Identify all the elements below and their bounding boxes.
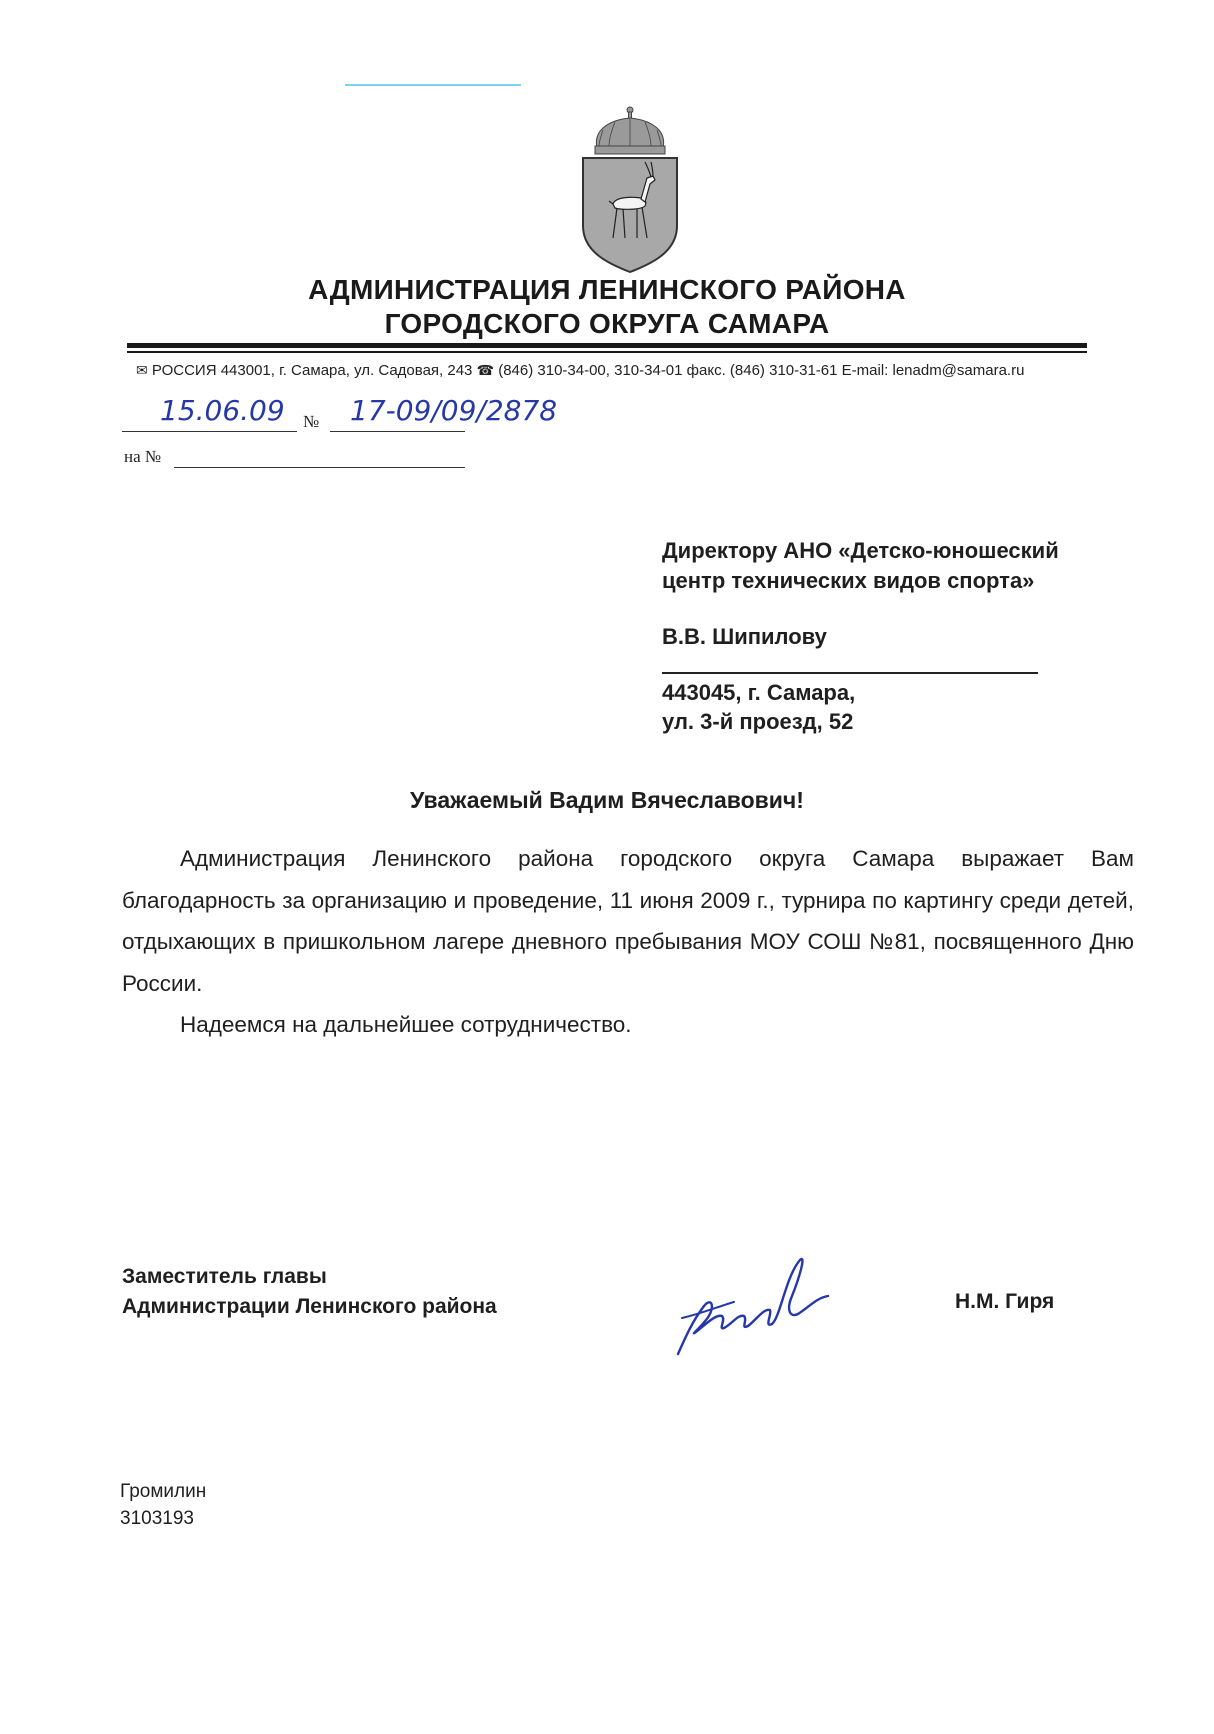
handwritten-signature (660, 1236, 860, 1376)
signatory-title (122, 1262, 497, 1322)
blue-marker-line (345, 84, 521, 86)
signatory-title-line2: Администрации Ленинского района (122, 1295, 497, 1318)
addressee-rule (662, 672, 1038, 674)
reply-label: на № (124, 447, 162, 466)
handwritten-date: 15.06.09 (160, 394, 285, 427)
handwritten-number: 17-09/09/2878 (350, 394, 558, 427)
reply-underline (174, 467, 465, 468)
number-underline (330, 431, 465, 432)
signatory-name: Н.М. Гиря (955, 1290, 1055, 1313)
executor-name: Громилин (120, 1481, 207, 1502)
body-paragraph-2: Надеемся на дальнейшее сотрудничество. (180, 1012, 632, 1037)
org-name-line1: АДМИНИСТРАЦИЯ ЛЕНИНСКОГО РАЙОНА (308, 274, 906, 305)
addressee-address2: ул. 3-й проезд, 52 (662, 709, 854, 734)
addressee-line2: центр технических видов спорта» (662, 568, 1035, 593)
signatory-title-line1: Заместитель главы (122, 1265, 327, 1288)
contact-phones: (846) 310-34-00, 310-34-01 факс. (846) 310-31-61 E-mail: lenadm@samara.ru (498, 362, 1025, 379)
addressee-name: В.В. Шипилову (662, 624, 827, 649)
contact-line (136, 362, 1136, 379)
executor-block (120, 1478, 206, 1532)
body-paragraph-1: Администрация Ленинского района городского округа Самара выражает Вам благодарность за организацию и проведение, 11 июня 2009 г., турнира по картингу среди детей, отдыхающих в пришкольном лагере дневного пребывания МОУ СОШ №81, посвященного Дню России. (122, 846, 1134, 996)
number-label: № (303, 412, 320, 431)
letter-body (122, 838, 1134, 1046)
executor-phone: 3103193 (120, 1508, 194, 1529)
date-underline (122, 431, 297, 432)
salutation: Уважаемый Вадим Вячеславович! (410, 787, 804, 813)
addressee-address1: 443045, г. Самара, (662, 680, 856, 705)
header-rule-thick (127, 343, 1087, 348)
contact-address: РОССИЯ 443001, г. Самара, ул. Садовая, 243 (151, 362, 473, 379)
addressee-line1: Директору АНО «Детско-юношеский (662, 538, 1059, 563)
header-rule-thin (127, 351, 1087, 353)
org-name-line2: ГОРОДСКОГО ОКРУГА САМАРА (384, 308, 830, 339)
coat-of-arms-emblem (575, 106, 685, 274)
phone-icon: ☎ (476, 362, 495, 378)
envelope-icon: ✉ (136, 362, 148, 378)
